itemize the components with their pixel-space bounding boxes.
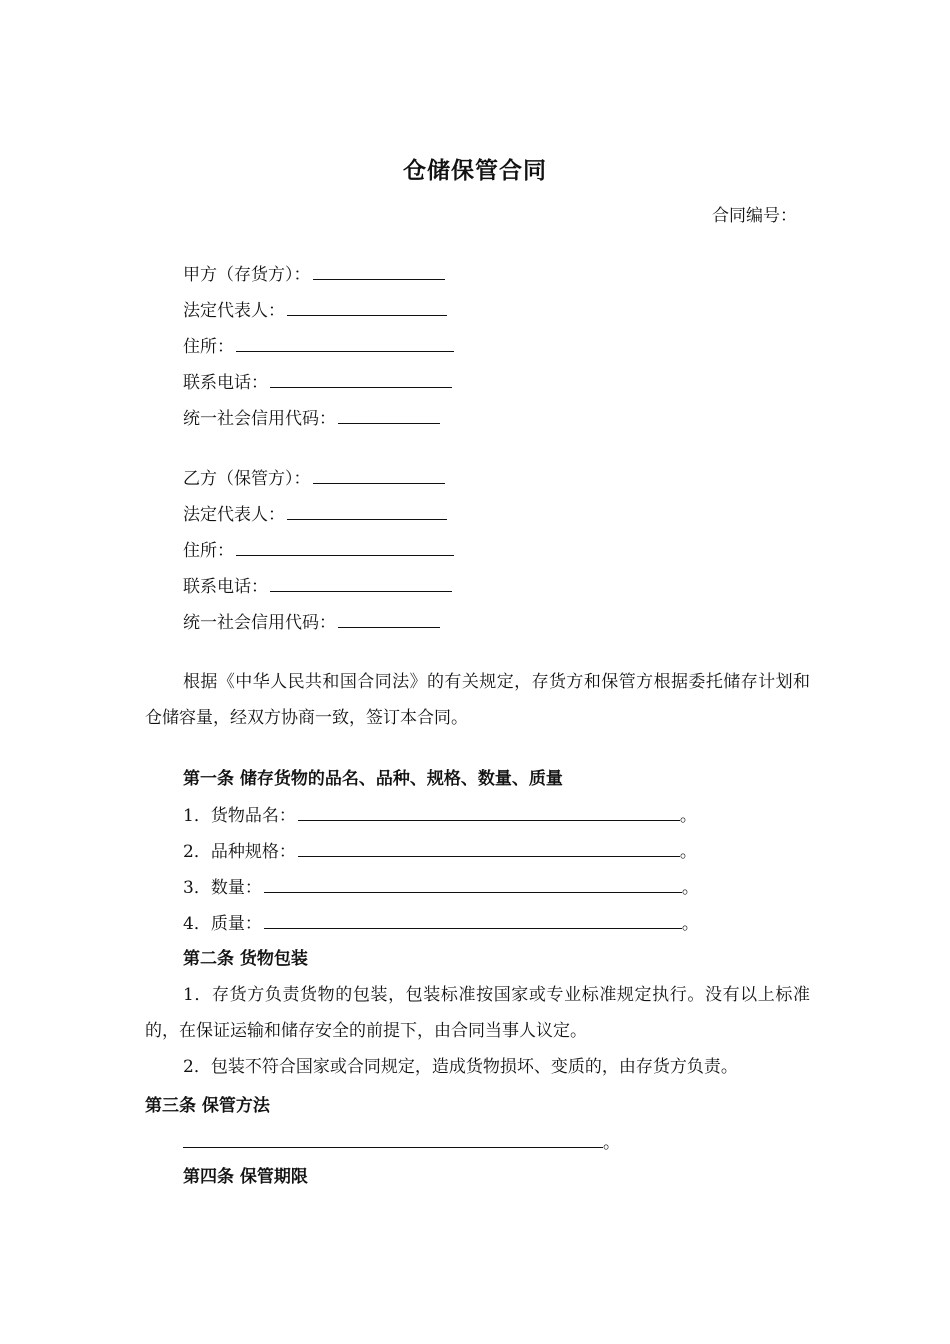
party-b-phone-row bbox=[183, 574, 452, 599]
party-b-address-field[interactable] bbox=[236, 538, 454, 556]
article1-item bbox=[183, 839, 697, 864]
party-b-address-row bbox=[183, 538, 454, 563]
item-end-mark: 。 bbox=[603, 1133, 620, 1153]
article1-heading: 第一条 储存货物的品名、品种、规格、数量、质量 bbox=[183, 769, 563, 789]
party-b-name-label: 乙方（保管方）： bbox=[183, 469, 311, 489]
party-b-rep-row bbox=[183, 502, 447, 527]
goods-spec-field[interactable] bbox=[298, 839, 680, 857]
party-a-address-label: 住所： bbox=[183, 337, 234, 357]
article1-item bbox=[183, 911, 699, 936]
party-b-name-row bbox=[183, 466, 445, 491]
item-end-mark: 。 bbox=[681, 914, 699, 934]
article1-item bbox=[183, 803, 697, 828]
party-b-address-label: 住所： bbox=[183, 541, 234, 561]
contract-number-label: 合同编号： bbox=[712, 206, 797, 226]
party-a-address-field[interactable] bbox=[236, 334, 454, 352]
party-a-credit-code-label: 统一社会信用代码： bbox=[183, 409, 336, 429]
article1-item-label: 2．品种规格： bbox=[183, 842, 296, 862]
party-a-credit-code-field[interactable] bbox=[338, 406, 440, 424]
article1-item-label: 3．数量： bbox=[183, 878, 262, 898]
article1-item bbox=[183, 875, 699, 900]
party-a-name-label: 甲方（存货方）： bbox=[183, 265, 311, 285]
article2-heading: 第二条 货物包装 bbox=[183, 949, 308, 969]
article2-paragraph-1: 1．存货方负责货物的包装，包装标准按国家或专业标准规定执行。没有以上标准的，在保证运输和储存安全的前提下，由合同当事人议定。 bbox=[145, 985, 810, 1041]
party-b-phone-label: 联系电话： bbox=[183, 577, 268, 597]
article1-item-label: 1．货物品名： bbox=[183, 806, 296, 826]
party-b-phone-field[interactable] bbox=[270, 574, 452, 592]
article4-heading: 第四条 保管期限 bbox=[183, 1167, 308, 1187]
party-b-credit-code-row bbox=[183, 610, 440, 635]
party-a-rep-row bbox=[183, 298, 447, 323]
storage-method-field[interactable] bbox=[183, 1130, 603, 1148]
party-b-rep-label: 法定代表人： bbox=[183, 505, 285, 525]
document-title: 仓储保管合同 bbox=[403, 158, 547, 184]
article3-heading: 第三条 保管方法 bbox=[145, 1096, 270, 1116]
item-end-mark: 。 bbox=[679, 806, 697, 826]
goods-name-field[interactable] bbox=[298, 803, 680, 821]
party-a-phone-field[interactable] bbox=[270, 370, 452, 388]
party-b-credit-code-field[interactable] bbox=[338, 610, 440, 628]
goods-quality-field[interactable] bbox=[264, 911, 682, 929]
article3-method-row bbox=[183, 1130, 620, 1155]
party-a-address-row bbox=[183, 334, 454, 359]
party-a-phone-row bbox=[183, 370, 452, 395]
party-a-phone-label: 联系电话： bbox=[183, 373, 268, 393]
party-b-name-field[interactable] bbox=[313, 466, 445, 484]
item-end-mark: 。 bbox=[681, 878, 699, 898]
article1-item-label: 4．质量： bbox=[183, 914, 262, 934]
goods-quantity-field[interactable] bbox=[264, 875, 682, 893]
article2-paragraph-2: 2．包装不符合国家或合同规定，造成货物损坏、变质的，由存货方负责。 bbox=[183, 1057, 738, 1077]
party-a-rep-field[interactable] bbox=[287, 298, 447, 316]
party-a-name-field[interactable] bbox=[313, 262, 445, 280]
item-end-mark: 。 bbox=[679, 842, 697, 862]
party-a-credit-code-row bbox=[183, 406, 440, 431]
party-b-credit-code-label: 统一社会信用代码： bbox=[183, 613, 336, 633]
party-b-rep-field[interactable] bbox=[287, 502, 447, 520]
party-a-name-row bbox=[183, 262, 445, 287]
party-a-rep-label: 法定代表人： bbox=[183, 301, 285, 321]
intro-paragraph: 根据《中华人民共和国合同法》的有关规定，存货方和保管方根据委托储存计划和仓储容量，经双方协商一致，签订本合同。 bbox=[145, 672, 810, 728]
